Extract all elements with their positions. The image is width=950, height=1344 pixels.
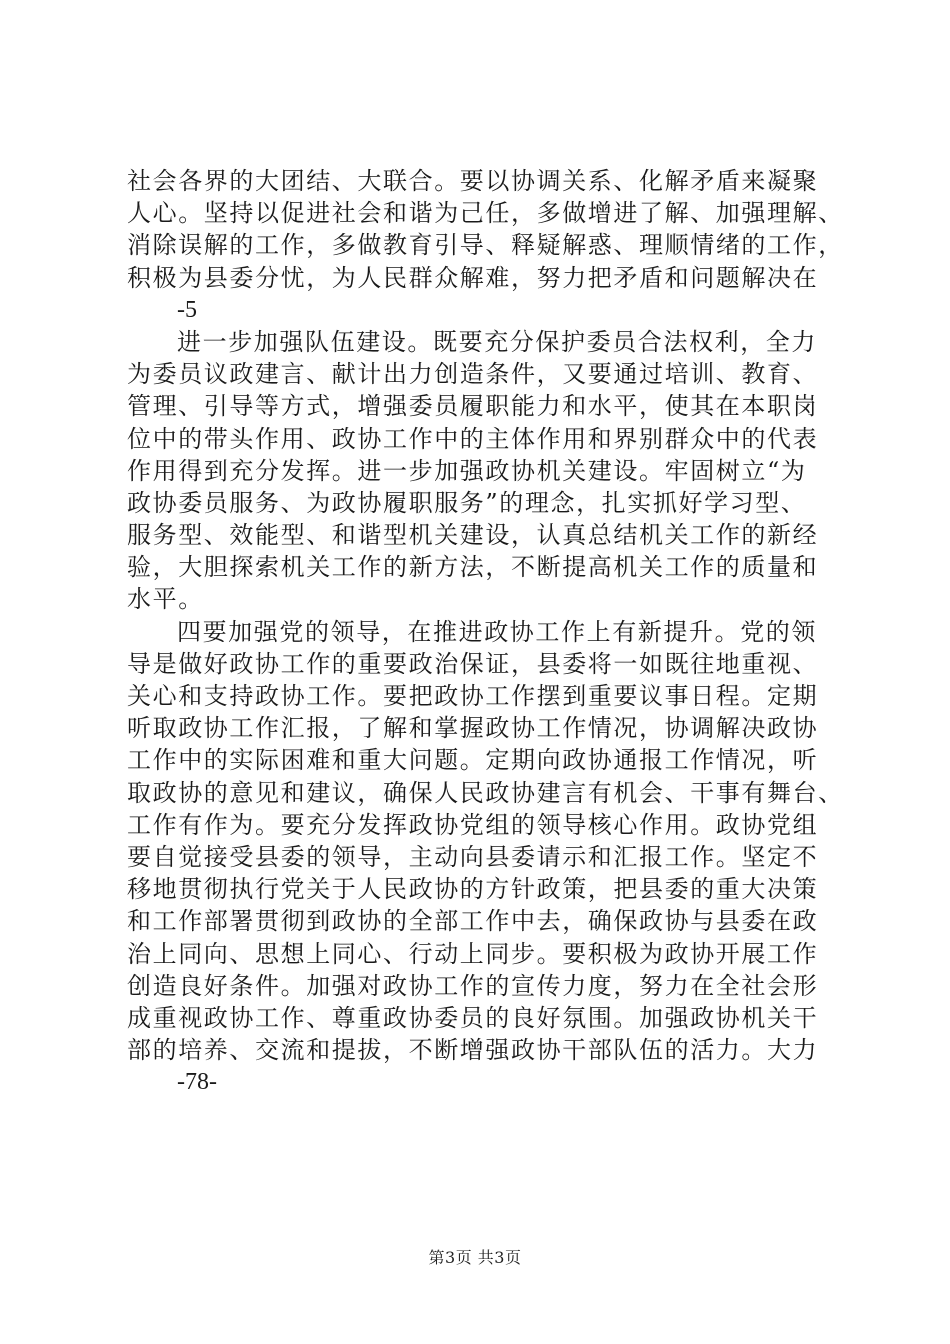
text-line: 成重视政协工作、尊重政协委员的良好氛围。加强政协机关干 bbox=[127, 1003, 819, 1032]
text-line: 验，大胆探索机关工作的新方法，不断提高机关工作的质量和 bbox=[127, 553, 819, 582]
text-line: 导是做好政协工作的重要政治保证，县委将一如既往地重视、 bbox=[127, 649, 819, 678]
text-line: 治上同向、思想上同心、行动上同步。要积极为政协开展工作 bbox=[127, 939, 819, 968]
text-line: 人心。坚持以促进社会和谐为己任，多做增进了解、加强理解、 bbox=[127, 199, 844, 228]
text-line: 工作中的实际困难和重大问题。定期向政协通报工作情况，听 bbox=[127, 746, 819, 775]
text-line: 和工作部署贯彻到政协的全部工作中去，确保政协与县委在政 bbox=[127, 907, 819, 936]
text-line: 位中的带头作用、政协工作中的主体作用和界别群众中的代表 bbox=[127, 424, 819, 453]
page-footer bbox=[0, 1245, 950, 1268]
text-line: 为委员议政建言、献计出力创造条件，又要通过培训、教育、 bbox=[127, 360, 819, 389]
text-line: 政协委员服务、为政协履职服务”的理念，扎实抓好学习型、 bbox=[127, 488, 807, 517]
text-line: 消除误解的工作，多做教育引导、释疑解惑、理顺情绪的工作， bbox=[127, 231, 844, 260]
paragraph-start-line: 进一步加强队伍建设。既要充分保护委员合法权利，全力 bbox=[177, 327, 817, 356]
text-line: 部的培养、交流和提拔，不断增强政协干部队伍的活力。大力 bbox=[127, 1036, 819, 1065]
paragraph-start-line: 四要加强党的领导，在推进政协工作上有新提升。党的领 bbox=[177, 617, 817, 646]
text-line: 关心和支持政协工作。要把政协工作摆到重要议事日程。定期 bbox=[127, 682, 819, 710]
text-line: 管理、引导等方式，增强委员履职能力和水平，使其在本职岗 bbox=[127, 392, 819, 421]
line-marker: -78- bbox=[177, 1069, 217, 1096]
text-line: 作用得到充分发挥。进一步加强政协机关建设。牢固树立“为 bbox=[127, 456, 807, 485]
text-line: 水平。 bbox=[127, 585, 204, 614]
text-line: 听取政协工作汇报，了解和掌握政协工作情况，协调解决政协 bbox=[127, 714, 819, 743]
text-line: 积极为县委分忧，为人民群众解难，努力把矛盾和问题解决在 bbox=[127, 263, 819, 292]
text-line: 社会各界的大团结、大联合。要以协调关系、化解矛盾来凝聚 bbox=[127, 167, 819, 195]
text-line: 要自觉接受县委的领导，主动向县委请示和汇报工作。坚定不 bbox=[127, 842, 819, 871]
text-line: 移地贯彻执行党关于人民政协的方针政策，把县委的重大决策 bbox=[127, 875, 819, 904]
text-line: 取政协的意见和建议，确保人民政协建言有机会、干事有舞台、 bbox=[127, 778, 844, 807]
text-line: 服务型、效能型、和谐型机关建设，认真总结机关工作的新经 bbox=[127, 521, 819, 550]
line-marker: -5 bbox=[177, 296, 197, 323]
text-line: 创造良好条件。加强对政协工作的宣传力度，努力在全社会形 bbox=[127, 971, 819, 1000]
body-text bbox=[127, 165, 844, 1098]
text-line: 工作有作为。要充分发挥政协党组的领导核心作用。政协党组 bbox=[127, 810, 819, 839]
page-number-label: 第3页 共3页 bbox=[428, 1248, 522, 1267]
